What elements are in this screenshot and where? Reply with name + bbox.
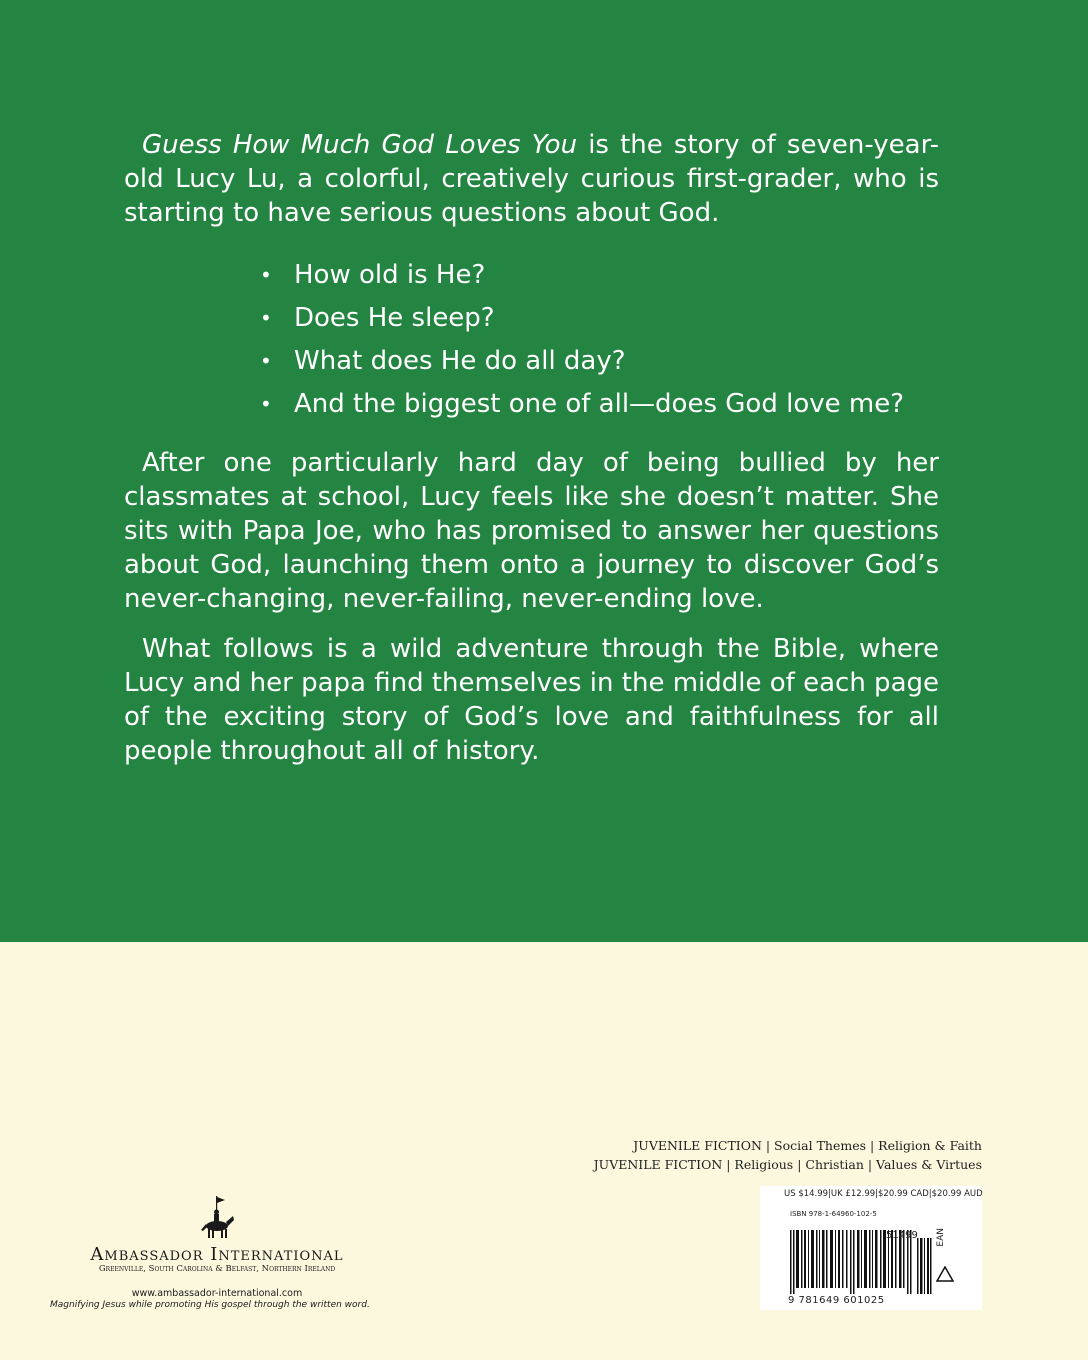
knight-on-horse-icon xyxy=(197,1196,237,1240)
description-paragraph-2: After one particularly hard day of being bullied by her classmates at school, Lucy feels like she doesn’t matter. She sits with Papa Joe, who has promised to answer her questions about God, launching them onto a journey to discover God’s never-changing, never-failing, never-ending love. xyxy=(124,448,939,614)
category-line: JUVENILE FICTION | Religious | Christian | Values & Virtues xyxy=(593,1157,982,1172)
publisher-url: www.ambassador-international.com xyxy=(131,1288,303,1299)
bisac-categories xyxy=(594,1136,982,1174)
bullet-icon: • xyxy=(260,392,272,416)
bullet-icon: • xyxy=(260,263,272,287)
category-line: JUVENILE FICTION | Social Themes | Religion & Faith xyxy=(633,1138,982,1153)
book-title: Guess How Much God Loves You xyxy=(142,130,578,160)
barcode-block xyxy=(760,1186,982,1310)
paragraph-1-text: is the story of seven-year-old Lucy Lu, a colorful, creatively curious first-grader, who is starting to have serious questions about God. xyxy=(124,130,939,228)
price-line: US $14.99|UK £12.99|$20.99 CAD|$20.99 AUD xyxy=(784,1189,983,1199)
ean-label: EAN xyxy=(936,1228,946,1247)
list-item: • How old is He? xyxy=(260,260,486,290)
description-paragraph-3: What follows is a wild adventure through the Bible, where Lucy and her papa find themselves in the middle of each page of the exciting story of God’s love and faithfulness for all people throughout all of history. xyxy=(124,634,939,766)
list-item: • And the biggest one of all—does God love me? xyxy=(260,389,904,419)
isbn-text: ISBN 978-1-64960-102-5 xyxy=(790,1210,877,1218)
publisher-location: Greenville, South Carolina & Belfast, Northern Ireland xyxy=(98,1264,336,1274)
triangle-icon xyxy=(936,1266,954,1282)
list-item: • Does He sleep? xyxy=(260,303,495,333)
question-list xyxy=(256,258,904,430)
list-item: • What does He do all day? xyxy=(260,346,626,376)
bullet-icon: • xyxy=(260,349,272,373)
bullet-icon: • xyxy=(260,306,272,330)
publisher-logo-block xyxy=(52,1196,382,1299)
publisher-tagline: Magnifying Jesus while promoting His gospel through the written word. xyxy=(50,1300,370,1310)
addon-code: 51499 xyxy=(886,1230,918,1241)
publisher-name: Ambassador International xyxy=(90,1244,344,1265)
description-paragraph-1 xyxy=(124,128,939,230)
barcode-number: 9 781649 601025 xyxy=(788,1295,885,1306)
